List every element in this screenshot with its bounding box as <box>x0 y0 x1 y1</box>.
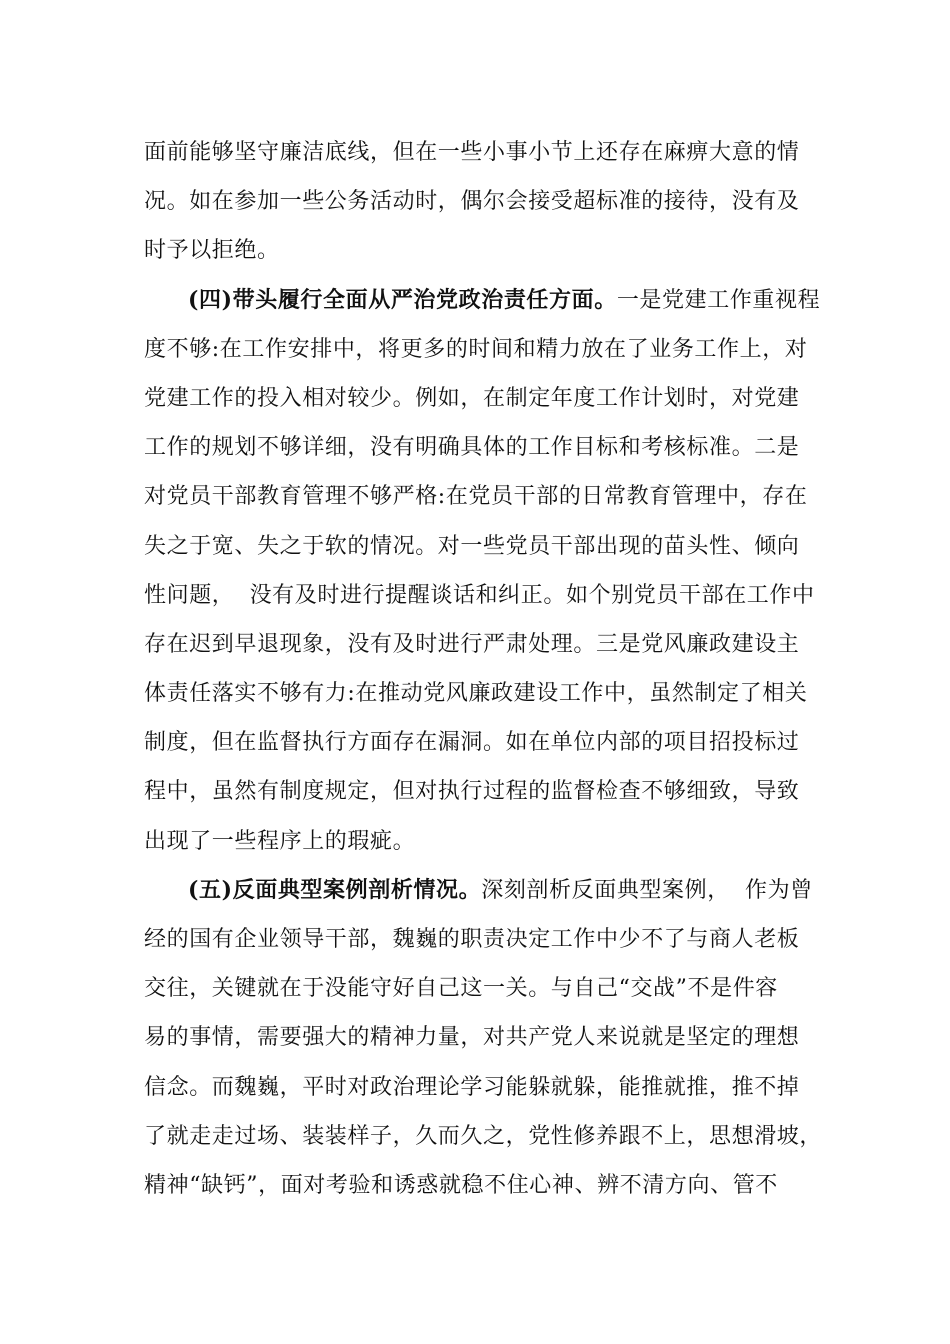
text-line <box>144 866 824 915</box>
text-line: 时予以拒绝。 <box>144 238 280 264</box>
text-line: 对党员干部教育管理不够严格:在党员干部的日常教育管理中，存在 <box>144 484 808 510</box>
text-line: 制度，但在监督执行方面存在漏洞。如在单位内部的项目招投标过 <box>144 730 800 756</box>
text-line: 了就走走过场、装装样子，久而久之，党性修养跟不上，思想滑坡， <box>144 1123 823 1149</box>
text-line: 失之于宽、失之于软的情况。对一些党员干部出现的苗头性、倾向 <box>144 533 800 559</box>
text-line: 度不够:在工作安排中，将更多的时间和精力放在了业务工作上，对 <box>144 336 808 362</box>
text-line <box>144 276 824 325</box>
text-line: 精神“缺钙”，面对考验和诱惑就稳不住心神、辨不清方向、管不 <box>144 1172 778 1198</box>
text-line: 出现了一些程序上的瑕疵。 <box>144 828 416 854</box>
text-run: 深刻剖析反面典型案例， 作为曾 <box>481 877 813 903</box>
text-line: 易的事情，需要强大的精神力量，对共产党人来说就是坚定的理想 <box>144 1025 800 1051</box>
section-heading: (五)反面典型案例剖析情况。 <box>188 876 482 903</box>
text-line: 体责任落实不够有力:在推动党风廉政建设工作中，虽然制定了相关 <box>144 681 808 707</box>
paragraph-continuation <box>144 128 824 276</box>
section-heading: (四)带头履行全面从严治党政治责任方面。 <box>188 286 617 313</box>
text-line: 性问题， 没有及时进行提醒谈话和纠正。如个别党员干部在工作中 <box>144 582 815 608</box>
document-page <box>144 128 824 1210</box>
text-line: 党建工作的投入相对较少。例如，在制定年度工作计划时，对党建 <box>144 385 800 411</box>
text-line: 面前能够坚守廉洁底线，但在一些小事小节上还存在麻痹大意的情 <box>144 140 800 165</box>
text-line: 工作的规划不够详细，没有明确具体的工作目标和考核标准。二是 <box>144 435 800 461</box>
paragraph-section-five <box>144 866 824 1210</box>
text-line: 信念。而魏巍，平时对政治理论学习能躲就躲，能推就推，推不掉 <box>144 1074 800 1100</box>
paragraph-section-four <box>144 276 824 866</box>
text-line: 存在迟到早退现象，没有及时进行严肃处理。三是党风廉政建设主 <box>144 631 800 657</box>
text-line: 程中，虽然有制度规定，但对执行过程的监督检查不够细致，导致 <box>144 779 800 805</box>
text-line: 况。如在参加一些公务活动时，偶尔会接受超标准的接待，没有及 <box>144 189 800 215</box>
text-line: 交往，关键就在于没能守好自己这一关。与自己“交战”不是件容 <box>144 976 778 1002</box>
text-line: 经的国有企业领导干部，魏巍的职责决定工作中少不了与商人老板 <box>144 927 800 952</box>
text-run: 一是党建工作重视程 <box>616 287 821 313</box>
